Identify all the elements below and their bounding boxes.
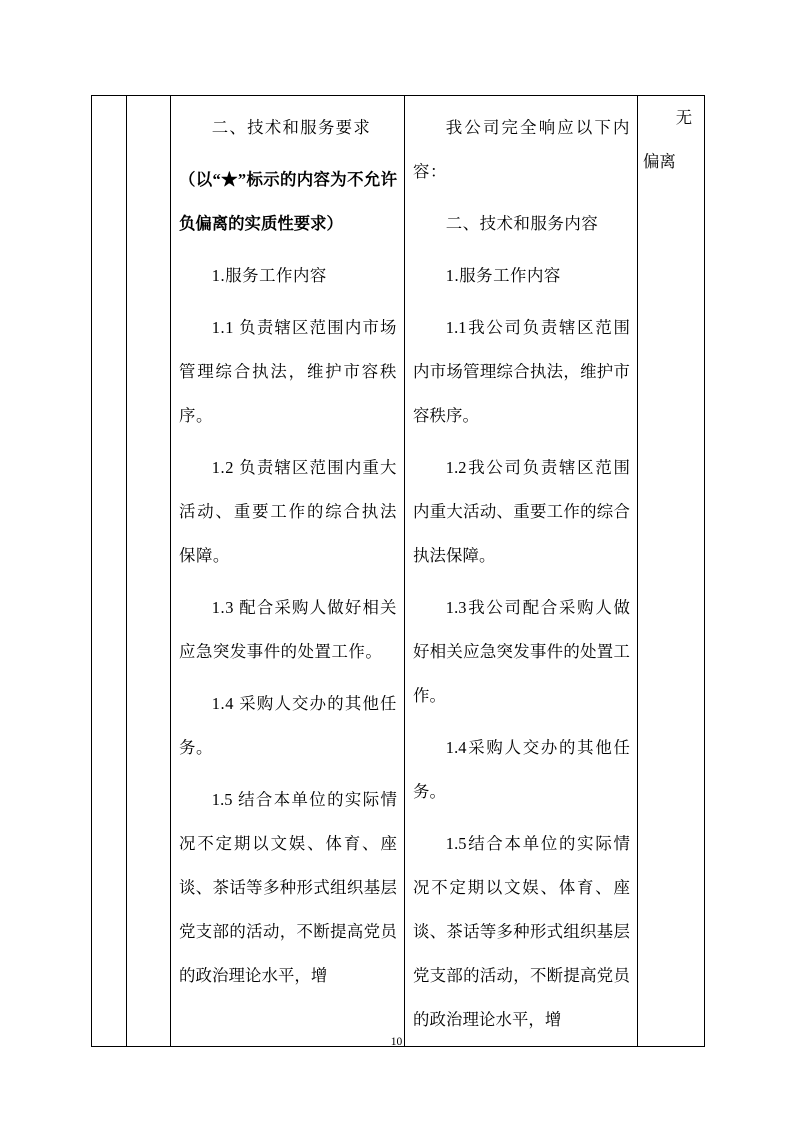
response-paragraph: 1.4采购人交办的其他任务。: [413, 738, 630, 801]
deviation-value: 无偏离: [643, 108, 693, 171]
table-row: [92, 96, 705, 1047]
response-paragraph: 1.3我公司配合采购人做好相关应急突发事件的处置工作。: [413, 598, 630, 705]
response-content: [405, 96, 637, 1046]
requirements-paragraph: 1.4 采购人交办的其他任务。: [179, 694, 397, 757]
response-paragraph: 1.2我公司负责辖区范围内重大活动、重要工作的综合执法保障。: [413, 458, 630, 565]
table-cell-index: [92, 96, 127, 1047]
requirements-paragraph: 1.2 负责辖区范围内重大活动、重要工作的综合执法保障。: [179, 458, 397, 565]
requirements-paragraph: 1.3 配合采购人做好相关应急突发事件的处置工作。: [179, 598, 397, 661]
requirements-paragraph: 二、技术和服务要求: [211, 118, 372, 137]
table-cell-response: [405, 96, 638, 1047]
index-cell-content: [92, 96, 126, 110]
response-paragraph: 1.1我公司负责辖区范围内市场管理综合执法，维护市容秩序。: [413, 318, 630, 425]
response-paragraph: 1.5结合本单位的实际情况不定期以文娱、体育、座谈、茶话等多种形式组织基层党支部的活动，不断提高党员的政治理论水平，增: [413, 834, 630, 1029]
requirements-paragraph: 1.服务工作内容: [211, 266, 327, 285]
table-cell-requirements: [171, 96, 405, 1047]
response-paragraph: 二、技术和服务内容: [445, 214, 599, 233]
table-cell-deviation: [638, 96, 705, 1047]
item-cell-content: [127, 96, 170, 110]
requirements-paragraph: 1.1 负责辖区范围内市场管理综合执法，维护市容秩序。: [179, 318, 397, 425]
response-paragraph: 1.服务工作内容: [445, 266, 561, 285]
table-cell-item: [127, 96, 171, 1047]
requirements-response-table: [91, 95, 705, 1047]
requirements-paragraph-star-note: （以“★”标示的内容为不允许负偏离的实质性要求）: [179, 170, 397, 233]
page-number: 10: [390, 1036, 403, 1048]
requirements-content: [171, 96, 404, 1002]
requirements-paragraph: 1.5 结合本单位的实际情况不定期以文娱、体育、座谈、茶话等多种形式组织基层党支部的活动，不断提高党员的政治理论水平，增: [179, 790, 397, 985]
response-paragraph: 我公司完全响应以下内容：: [413, 118, 630, 181]
